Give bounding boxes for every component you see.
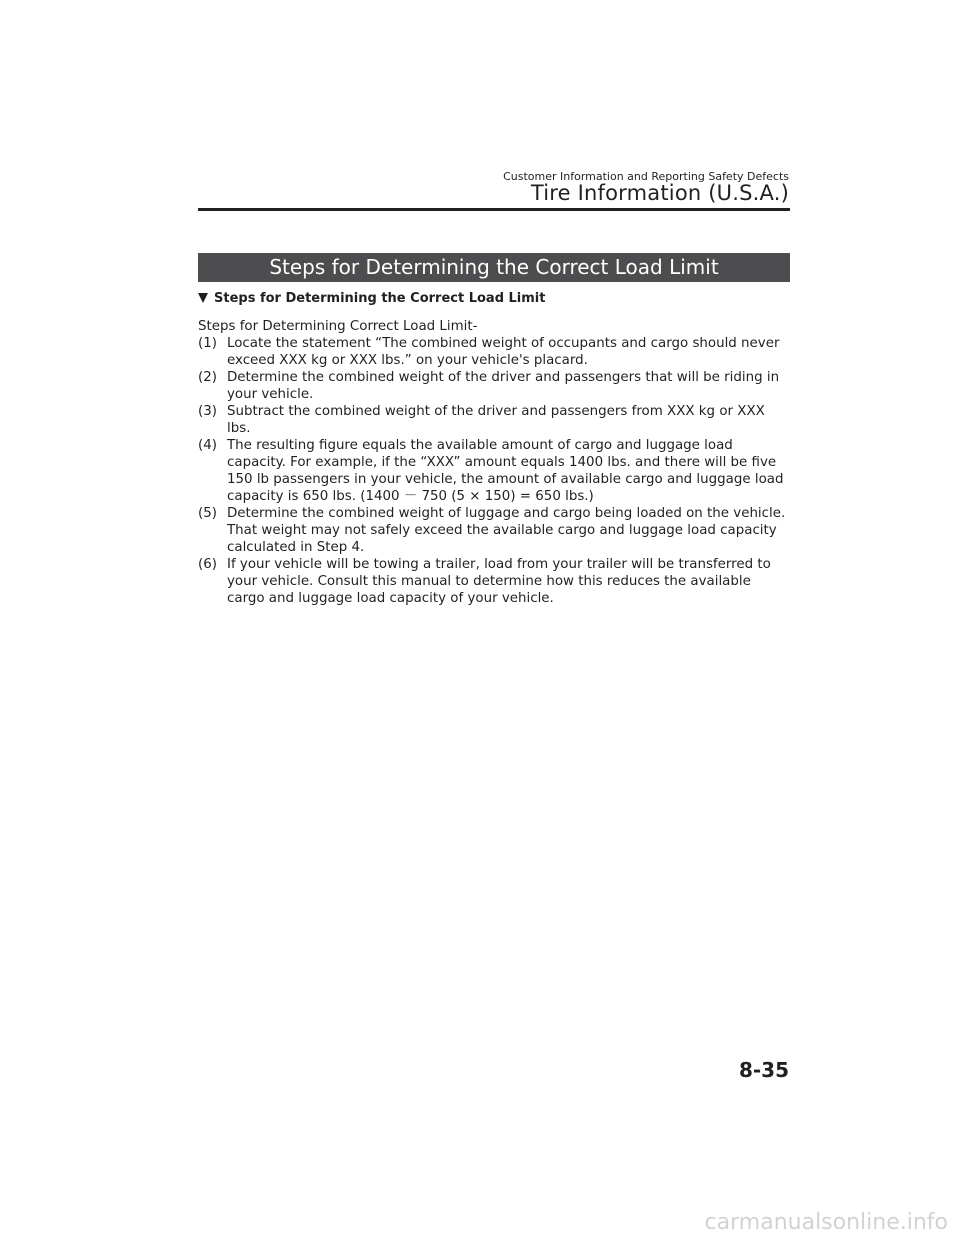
step-text: If your vehicle will be towing a trailer, load from your trailer will be transferred to your vehicle. Consult this manual to determine how this reduces the available cargo and luggage load capacity of your vehicle. xyxy=(227,557,771,606)
step-number: (5) xyxy=(198,506,217,521)
intro-text: Steps for Determining Correct Load Limit- xyxy=(198,319,478,334)
chapter-title: Customer Information and Reporting Safety Defects xyxy=(503,170,789,183)
subheading-label: Steps for Determining the Correct Load Limit xyxy=(214,291,546,306)
watermark: carmanualsonline.info xyxy=(704,1210,948,1235)
page-number: 8-35 xyxy=(738,1058,789,1082)
step-item xyxy=(198,505,790,556)
section-title: Tire Information (U.S.A.) xyxy=(530,181,789,205)
step-text: Subtract the combined weight of the driver and passengers from XXX kg or XXX lbs. xyxy=(227,404,765,436)
triangle-down-icon xyxy=(198,293,208,303)
step-text: The resulting figure equals the available amount of cargo and luggage load capacity. For example, if the “XXX” amount equals 1400 lbs. and there will be five 150 lb passengers in your vehicle, the amount of available cargo and luggage load capacity is 650 lbs. (1400 － 750 (5 × 150) = 650 lbs.) xyxy=(227,438,784,504)
step-text: Determine the combined weight of the driver and passengers that will be riding in your vehicle. xyxy=(227,370,780,402)
step-text: Determine the combined weight of luggage and cargo being loaded on the vehicle. That weight may not safely exceed the available cargo and luggage load capacity calculated in Step 4. xyxy=(227,506,786,555)
step-item xyxy=(198,556,790,607)
step-number: (3) xyxy=(198,404,217,419)
steps-list xyxy=(198,335,790,607)
step-number: (6) xyxy=(198,557,217,572)
step-text: Locate the statement “The combined weight of occupants and cargo should never exceed XXX kg or XXX lbs.” on your vehicle's placard. xyxy=(227,336,780,368)
header-divider xyxy=(198,208,790,211)
step-number: (2) xyxy=(198,370,217,385)
step-number: (1) xyxy=(198,336,217,351)
step-item xyxy=(198,335,790,369)
step-number: (4) xyxy=(198,438,217,453)
subheading xyxy=(198,291,545,306)
step-item xyxy=(198,369,790,403)
body-content xyxy=(198,318,790,607)
step-item xyxy=(198,403,790,437)
step-item xyxy=(198,437,790,505)
page-title: Steps for Determining the Correct Load Limit xyxy=(198,253,790,282)
